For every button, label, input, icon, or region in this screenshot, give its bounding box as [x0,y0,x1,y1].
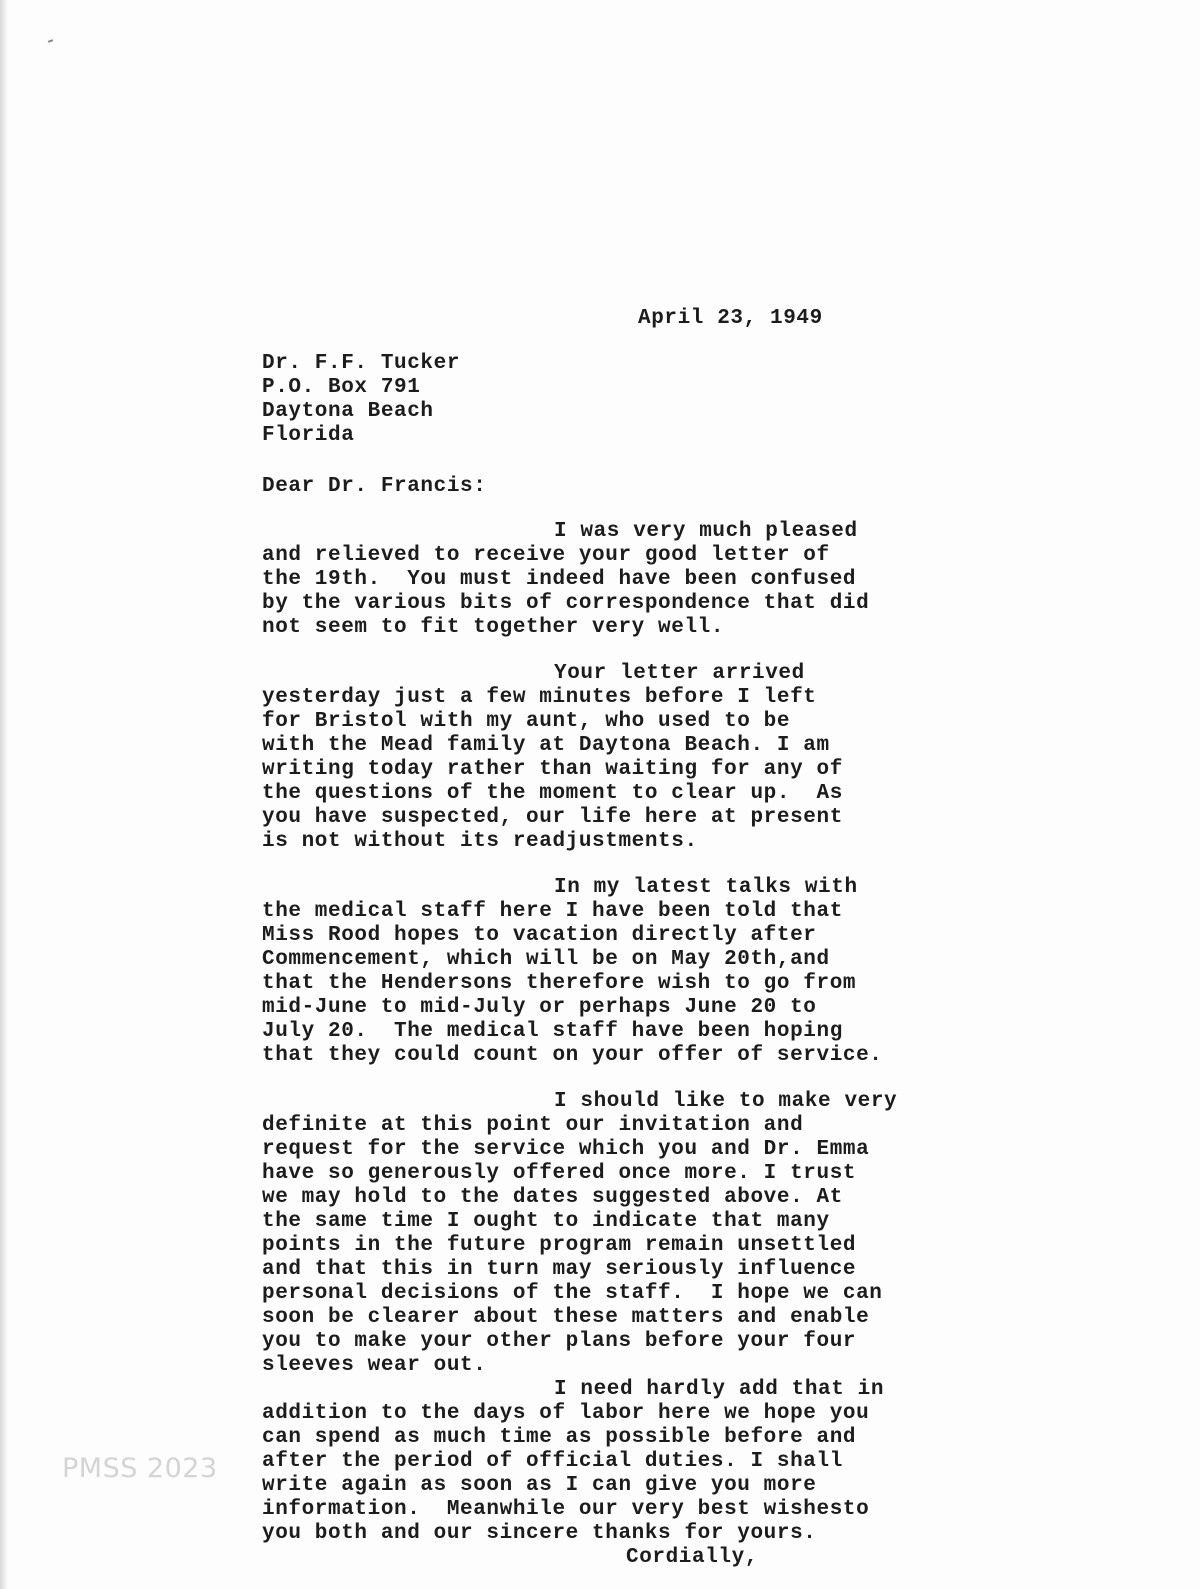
paragraph-first-line: In my latest talks with [554,876,858,899]
paragraph-line: definite at this point our invitation and [262,1114,804,1137]
paragraph-line: the same time I ought to indicate that many [262,1210,830,1233]
paragraph-line: request for the service which you and Dr. Emma [262,1138,870,1161]
paragraph-line: and relieved to receive your good letter of [262,544,830,567]
paragraph-line: soon be clearer about these matters and enable [262,1306,870,1329]
paragraph-line: Miss Rood hopes to vacation directly after [262,924,817,947]
paragraph-line: you have suspected, our life here at present [262,806,843,829]
paragraph-line: by the various bits of correspondence that did [262,592,870,615]
paragraph-line: July 20. The medical staff have been hoping [262,1020,843,1043]
paragraph-first-line: I need hardly add that in [554,1378,885,1401]
paragraph-line: mid-June to mid-July or perhaps June 20 to [262,996,817,1019]
paragraph-line: you to make your other plans before your four [262,1330,857,1353]
paragraph-first-line: I should like to make very [554,1090,898,1113]
paragraph-line: that they could count on your offer of service. [262,1044,883,1067]
paragraph-line: yesterday just a few minutes before I left [262,686,817,709]
paragraph-line: write again as soon as I can give you more [262,1474,817,1497]
paragraph-line: personal decisions of the staff. I hope we can [262,1282,883,1305]
paragraph-line: points in the future program remain unsettled [262,1234,857,1257]
paragraph-line: we may hold to the dates suggested above. At [262,1186,843,1209]
paragraph-line: with the Mead family at Daytona Beach. I am [262,734,830,757]
paragraph-first-line: Your letter arrived [554,662,805,685]
paper-speck [48,39,53,43]
watermark: PMSS 2023 [62,1453,218,1484]
page-edge-shadow [0,0,8,1589]
paragraph-line: is not without its readjustments. [262,830,698,853]
paragraph-line: and that this in turn may seriously influence [262,1258,857,1281]
paragraph-line: the 19th. You must indeed have been confused [262,568,857,591]
paragraph-line: that the Hendersons therefore wish to go from [262,972,857,995]
letter-date: April 23, 1949 [638,307,823,330]
closing: Cordially, [626,1546,759,1569]
recipient-line: Daytona Beach [262,400,434,423]
paragraph-line: the medical staff here I have been told that [262,900,843,923]
salutation: Dear Dr. Francis: [262,475,487,498]
paragraph-first-line: I was very much pleased [554,520,858,543]
recipient-line: P.O. Box 791 [262,376,421,399]
paragraph-line: information. Meanwhile our very best wishesto [262,1498,870,1521]
paragraph-line: writing today rather than waiting for any of [262,758,843,781]
paragraph-line: can spend as much time as possible before and [262,1426,857,1449]
paragraph-line: sleeves wear out. [262,1354,487,1377]
paragraph-line: addition to the days of labor here we hope you [262,1402,870,1425]
recipient-line: Dr. F.F. Tucker [262,352,461,375]
paragraph-line: for Bristol with my aunt, who used to be [262,710,791,733]
paragraph-line: not seem to fit together very well. [262,616,725,639]
recipient-line: Florida [262,424,355,447]
paragraph-line: you both and our sincere thanks for yours. [262,1522,817,1545]
paragraph-line: have so generously offered once more. I trust [262,1162,857,1185]
paragraph-line: the questions of the moment to clear up. As [262,782,843,805]
paragraph-line: Commencement, which will be on May 20th,and [262,948,830,971]
paragraph-line: after the period of official duties. I shall [262,1450,843,1473]
